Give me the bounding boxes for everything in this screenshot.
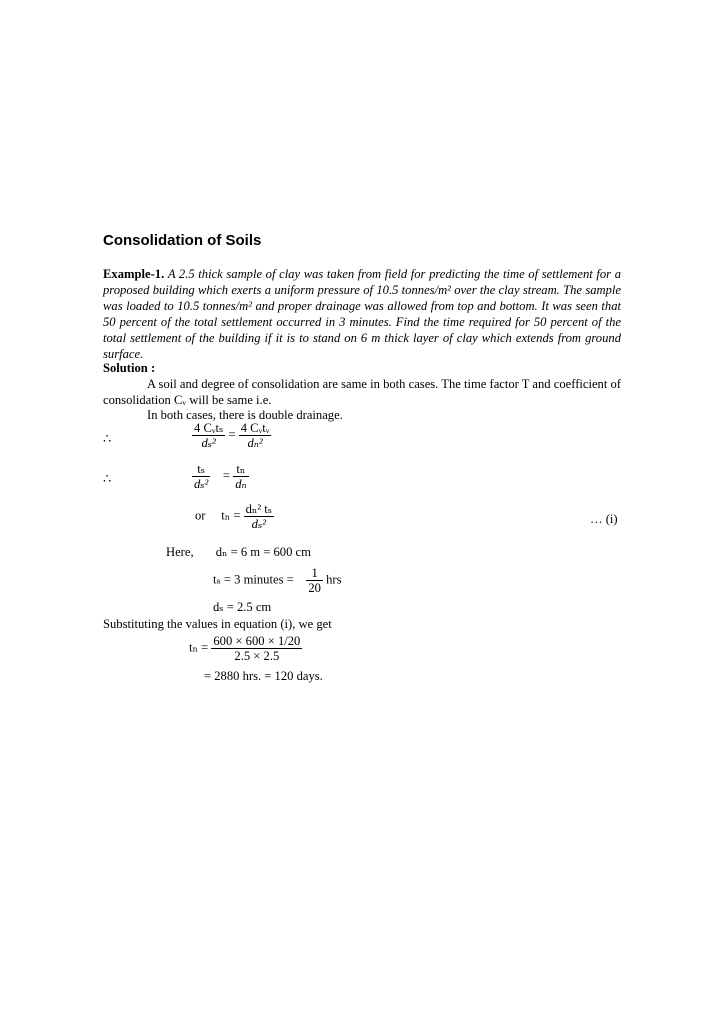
final-numerator: 600 × 600 × 1/20	[213, 634, 301, 648]
final-result: = 2880 hrs. = 120 days.	[204, 669, 323, 683]
solution-paragraph-1: A soil and degree of consolidation are same in both cases. The time factor T and coefficient of consolidation Cᵥ will be same i.e.	[103, 377, 621, 407]
equation-1	[192, 421, 271, 450]
here-ts-denominator: 20	[308, 581, 321, 595]
example-paragraph	[103, 266, 621, 362]
eq1-lhs-numerator: 4 Cᵥtₛ	[194, 421, 224, 435]
final-equation	[189, 634, 302, 663]
eq3-lhs: tₙ =	[221, 508, 241, 523]
here-ts-fraction	[306, 566, 323, 595]
here-dn: dₙ = 6 m = 600 cm	[215, 545, 311, 559]
final-denominator: 2.5 × 2.5	[234, 649, 280, 663]
here-ts-unit: hrs	[326, 572, 342, 587]
section-heading: Consolidation of Soils	[103, 232, 262, 249]
here-line-dn	[166, 545, 311, 559]
therefore-symbol-2: ∴	[103, 471, 112, 486]
eq2-lhs-denominator: dₛ²	[194, 477, 209, 491]
eq2-rhs-fraction	[233, 462, 248, 491]
example-text: A 2.5 thick sample of clay was taken from field for predicting the time of settlement for a proposed building which exerts a uniform pressure of 10.5 tonnes/m² over the clay stream. The sample was loaded to 10.5 tonnes/m² and proper drainage was allowed from top and bottom. It was seen that 50 percent of the total settlement occurred in 3 minutes. Find the time required for 50 percent of the total settlement of the building if it is to stand on 6 m thick layer of clay which extends from ground surface.	[103, 267, 621, 361]
solution-label: Solution :	[103, 361, 156, 375]
final-fraction	[211, 634, 302, 663]
eq3-or: or	[195, 508, 206, 523]
therefore-symbol-1: ∴	[103, 431, 112, 446]
eq2-rhs-numerator: tₙ	[233, 462, 248, 477]
here-line-ts	[213, 566, 341, 595]
eq2-lhs-numerator: tₛ	[192, 462, 210, 477]
equation-number: … (i)	[590, 512, 618, 526]
eq2-equals: =	[213, 468, 234, 483]
eq2-lhs-fraction	[192, 462, 210, 491]
eq3-fraction	[244, 502, 274, 531]
here-ts-numerator: 1	[306, 566, 323, 581]
eq1-rhs-numerator: 4 Cᵥtᵥ	[240, 421, 270, 435]
equation-2	[192, 462, 249, 491]
eq3-denominator: dₛ²	[251, 517, 266, 531]
substituting-text: Substituting the values in equation (i), we get	[103, 617, 332, 631]
eq1-equals: =	[228, 427, 239, 442]
solution-paragraph-2: In both cases, there is double drainage.	[147, 408, 343, 422]
final-lhs: tₙ =	[189, 640, 209, 655]
eq2-rhs-denominator: dₙ	[235, 477, 247, 491]
eq1-rhs-fraction	[239, 421, 272, 450]
here-ds: dₛ = 2.5 cm	[213, 600, 272, 614]
here-label: Here,	[166, 545, 194, 559]
here-ts: tₛ = 3 minutes =	[213, 572, 294, 587]
eq1-lhs-fraction	[192, 421, 225, 450]
eq1-rhs-denominator: dₙ²	[247, 436, 263, 450]
eq1-lhs-denominator: dₛ²	[201, 436, 216, 450]
equation-3	[195, 502, 274, 531]
eq3-numerator: dₙ² tₛ	[245, 502, 273, 516]
example-label: Example-1.	[103, 267, 165, 281]
